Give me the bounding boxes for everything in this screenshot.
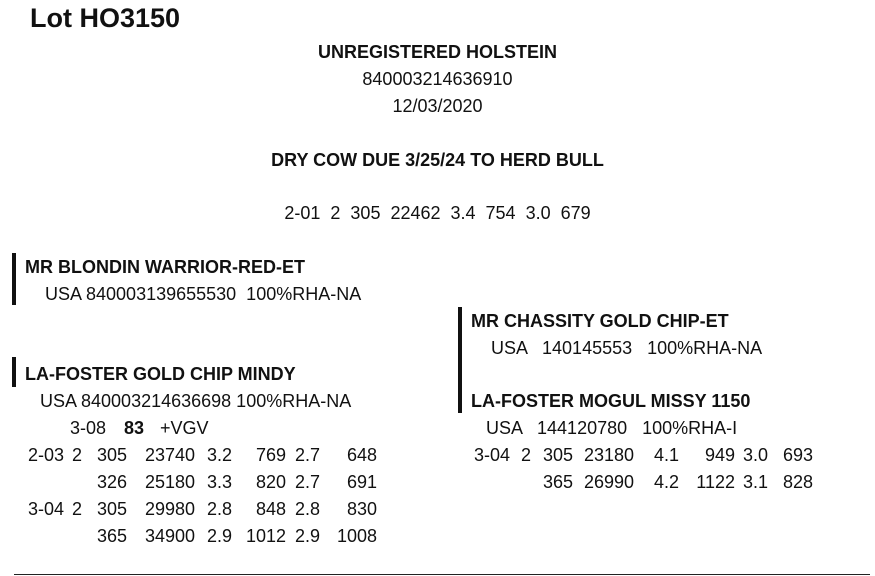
record-cell: 1008: [336, 526, 377, 546]
bottom-divider: [14, 574, 870, 575]
record-cell: 828: [782, 472, 813, 492]
dam-dam-name: LA-FOSTER MOGUL MISSY 1150: [471, 391, 751, 411]
record-cell: 2.9: [294, 526, 320, 546]
record-cell: 25180: [144, 472, 195, 492]
record-cell: 848: [255, 499, 286, 519]
record-cell: 23740: [144, 445, 195, 465]
record-cell: 2.8: [294, 499, 320, 519]
dam-grade: +VGV: [160, 418, 209, 438]
record-cell: 305: [542, 445, 573, 465]
sire-name: MR BLONDIN WARRIOR-RED-ET: [25, 257, 305, 277]
animal-id: 840003214636910: [362, 69, 513, 89]
record-cell: 305: [96, 445, 127, 465]
pedigree-bracket-bottom: [12, 357, 16, 387]
record-cell: 29980: [144, 499, 195, 519]
dam-info: USA 840003214636698 100%RHA-NA: [40, 391, 352, 411]
record-cell: 949: [704, 445, 735, 465]
record-cell: 2: [71, 499, 82, 519]
dam-sire-name: MR CHASSITY GOLD CHIP-ET: [471, 311, 729, 331]
record-cell: 365: [542, 472, 573, 492]
dam-name: LA-FOSTER GOLD CHIP MINDY: [25, 364, 296, 384]
lot-number: Lot HO3150: [30, 3, 181, 33]
record-cell: 2.8: [206, 499, 232, 519]
record-cell: 365: [96, 526, 127, 546]
record-cell: 3.0: [742, 445, 768, 465]
record-cell: 769: [255, 445, 286, 465]
dam-class-age: 3-08: [70, 418, 107, 438]
record-cell: 2.7: [294, 472, 320, 492]
status-line: DRY COW DUE 3/25/24 TO HERD BULL: [271, 150, 604, 170]
pedigree-bracket-top: [12, 253, 16, 305]
record-cell: 2: [520, 445, 531, 465]
record-cell: 820: [255, 472, 286, 492]
record-cell: 2.9: [206, 526, 232, 546]
dam-dam-info: USA 144120780 100%RHA-I: [486, 418, 738, 438]
production-record: 2-01 2 305 22462 3.4 754 3.0 679: [284, 203, 591, 223]
record-cell: 26990: [583, 472, 634, 492]
dam-score: 83: [124, 418, 145, 438]
record-cell: 305: [96, 499, 127, 519]
dam-sire-info: USA 140145553 100%RHA-NA: [491, 338, 763, 358]
record-cell: 4.2: [653, 472, 679, 492]
record-cell: 3-04: [473, 445, 510, 465]
record-cell: 4.1: [653, 445, 679, 465]
record-cell: 3.2: [206, 445, 232, 465]
dam-pedigree-bracket: [458, 307, 462, 413]
record-cell: 1012: [245, 526, 286, 546]
record-cell: 693: [782, 445, 813, 465]
record-cell: 2: [71, 445, 82, 465]
record-cell: 3-04: [27, 499, 64, 519]
record-cell: 691: [346, 472, 377, 492]
record-cell: 2.7: [294, 445, 320, 465]
record-cell: 648: [346, 445, 377, 465]
record-cell: 1122: [696, 472, 735, 492]
record-cell: 34900: [144, 526, 195, 546]
record-cell: 23180: [583, 445, 634, 465]
record-cell: 326: [96, 472, 127, 492]
record-cell: 830: [346, 499, 377, 519]
record-cell: 2-03: [27, 445, 64, 465]
record-cell: 3.1: [742, 472, 768, 492]
breed-heading: UNREGISTERED HOLSTEIN: [317, 42, 558, 62]
birth-date: 12/03/2020: [392, 96, 483, 116]
record-cell: 3.3: [206, 472, 232, 492]
sire-info: USA 840003139655530 100%RHA-NA: [45, 284, 362, 304]
